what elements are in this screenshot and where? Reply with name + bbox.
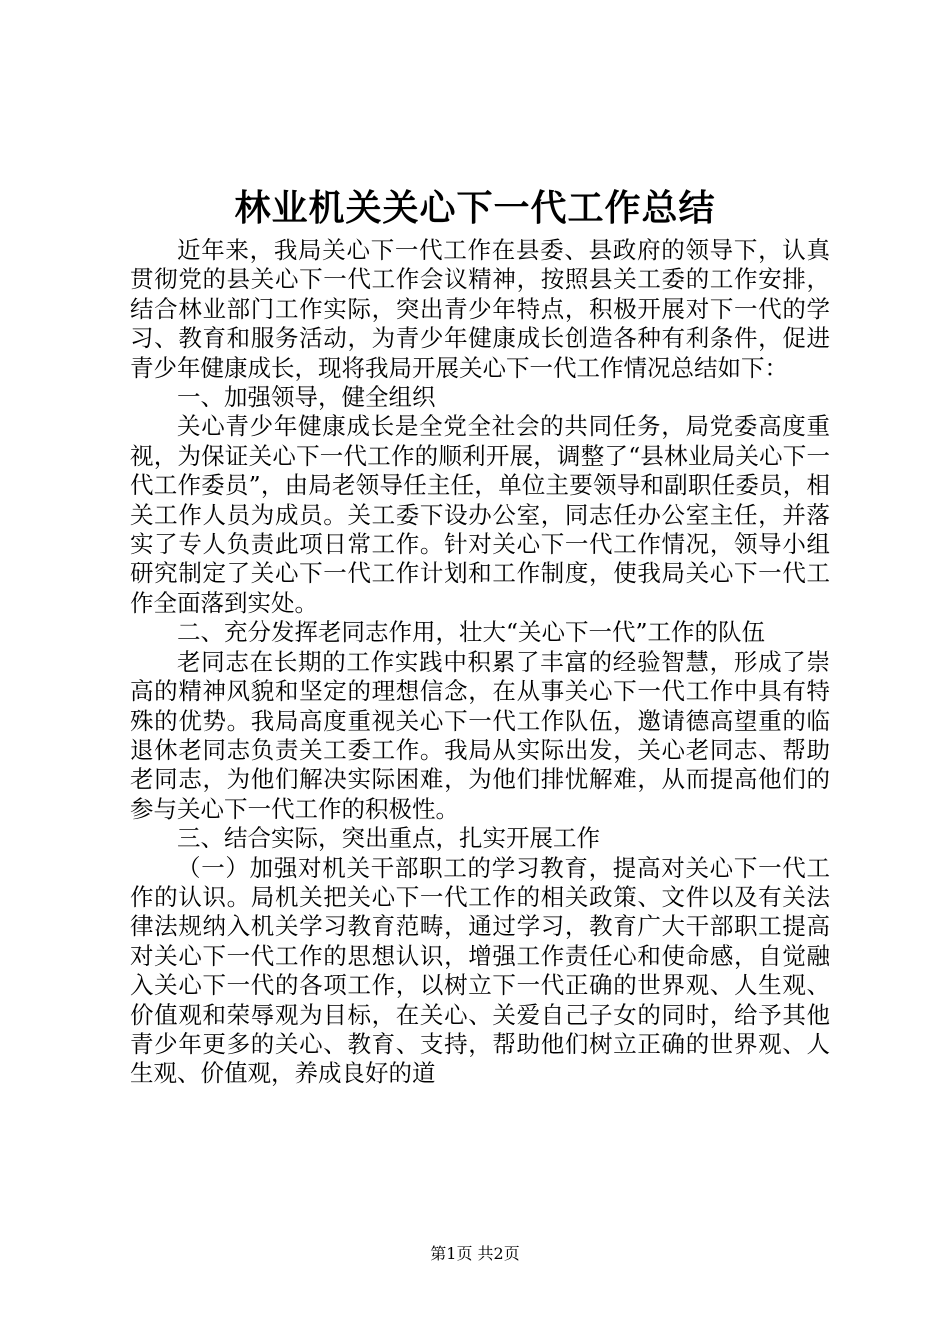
section-heading-1: 一、加强领导，健全组织 — [177, 383, 436, 412]
section-heading-3: 三、结合实际，突出重点，扎实开展工作 — [177, 824, 600, 853]
document-title: 林业机关关心下一代工作总结 — [234, 187, 716, 229]
section-heading-2: 二、充分发挥老同志作用，壮大“关心下一代”工作的队伍 — [177, 618, 766, 647]
section-paragraph-1: 关心青少年健康成长是全党全社会的共同任务，局党委高度重视，为保证关心下一代工作的顺利开展，调整了“县林业局关心下一代工作委员”，由局老领导任主任，单位主要领导和副职任委员，相关工作人员为成员。关工委下设办公室，同志任办公室主任，并落实了专人负责此项日常工作。针对关心下一代工作情况，领导小组研究制定了关心下一代工作计划和工作制度，使我局关心下一代工作全面落到实处。 — [130, 412, 830, 617]
section-paragraph-3: （一）加强对机关干部职工的学习教育，提高对关心下一代工作的认识。局机关把关心下一代工作的相关政策、文件以及有关法律法规纳入机关学习教育范畴，通过学习，教育广大干部职工提高对关心下一代工作的思想认识，增强工作责任心和使命感，自觉融入关心下一代的各项工作，以树立下一代正确的世界观、人生观、价值观和荣辱观为目标，在关心、关爱自己子女的同时，给予其他青少年更多的关心、教育、支持，帮助他们树立正确的世界观、人生观、价值观，养成良好的道 — [130, 853, 830, 1088]
intro-paragraph: 近年来，我局关心下一代工作在县委、县政府的领导下，认真贯彻党的县关心下一代工作会议精神，按照县关工委的工作安排，结合林业部门工作实际，突出青少年特点，积极开展对下一代的学习、教育和服务活动，为青少年健康成长创造各种有利条件，促进青少年健康成长，现将我局开展关心下一代工作情况总结如下： — [130, 236, 830, 382]
document-body — [130, 236, 830, 1089]
page-number-footer: 第1页 共2页 — [430, 1244, 520, 1263]
section-paragraph-2: 老同志在长期的工作实践中积累了丰富的经验智慧，形成了崇高的精神风貌和坚定的理想信念，在从事关心下一代工作中具有特殊的优势。我局高度重视关心下一代工作队伍，邀请德高望重的临退休老同志负责关工委工作。我局从实际出发，关心老同志、帮助老同志，为他们解决实际困难，为他们排忧解难，从而提高他们的参与关心下一代工作的积极性。 — [130, 647, 830, 823]
